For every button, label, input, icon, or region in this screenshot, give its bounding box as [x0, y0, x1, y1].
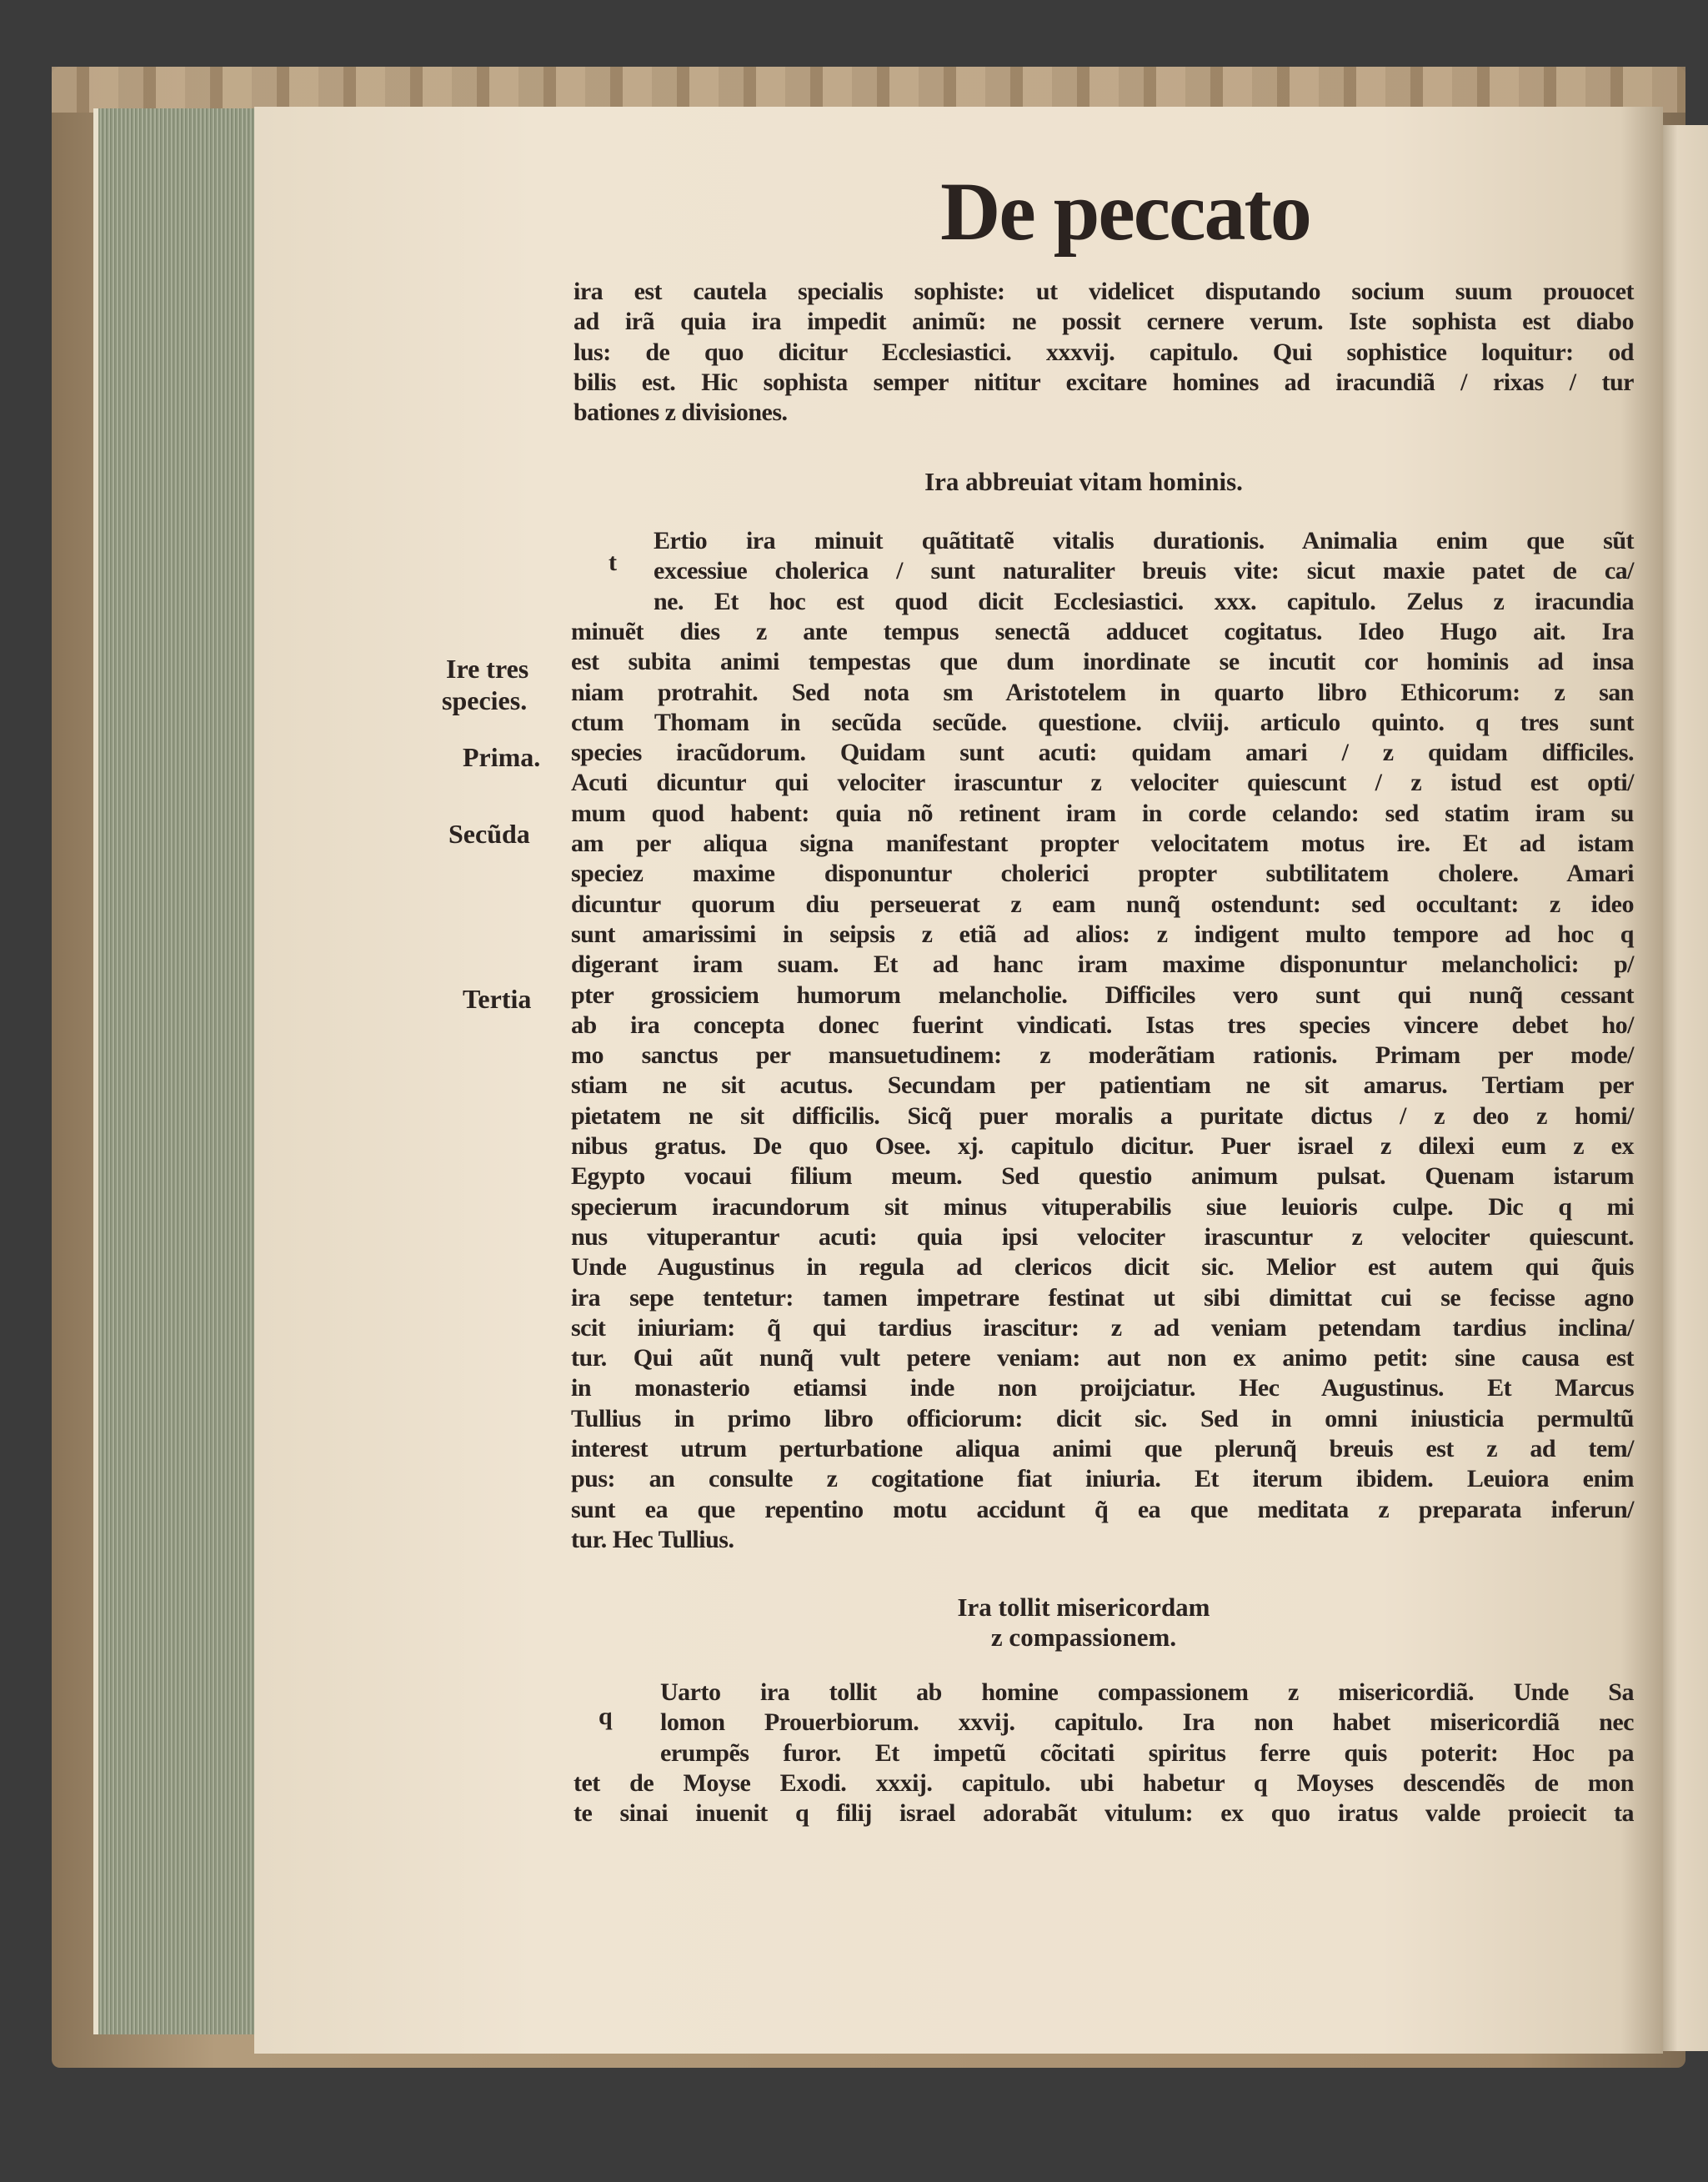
page-fore-edge	[93, 108, 265, 2034]
text-line: ira est cautela specialis sophiste: ut videlicet disputando socium suum prouocet	[574, 278, 1634, 305]
guide-letter: t	[609, 549, 617, 576]
text-line: erumpẽs furor. Et impetũ cõcitati spiritus ferre quis poterit: Hoc pa	[660, 1738, 1634, 1767]
margin-note: Ire tres	[446, 654, 529, 684]
text-line: bationes z divisiones.	[574, 399, 788, 427]
text-line: sunt ea que repentino motu accidunt q̃ ea que meditata z preparata inferun/	[571, 1495, 1634, 1523]
text-line: nus vituperantur acuti: quia ipsi velociter irascuntur z velociter quiescunt.	[571, 1222, 1634, 1251]
text-line: tur. Qui aũt nunq̃ vult petere veniam: aut non ex animo petit: sine causa est	[571, 1344, 1634, 1372]
text-line: pter grossiciem humorum melancholie. Difficiles vero sunt qui nunq̃ cessant	[571, 981, 1634, 1009]
margin-note: species.	[442, 685, 528, 715]
text-line: sunt amarissimi in seipsis z etiã ad alios: z indigent multo tempore ad hoc q	[571, 920, 1634, 948]
text-line: excessiue cholerica / sunt naturaliter breuis vite: sicut maxie patet de ca/	[654, 557, 1634, 585]
facing-page-edge	[1657, 125, 1708, 2051]
text-line: Uarto ira tollit ab homine compassionem z misericordiã. Unde Sa	[660, 1678, 1634, 1706]
text-line: digerant iram suam. Et ad hanc iram maxime disponuntur melancholici: p/	[571, 951, 1634, 979]
text-line: nibus gratus. De quo Osee. xj. capitulo dicitur. Puer israel z dilexi eum z ex	[571, 1132, 1634, 1160]
margin-note: Tertia	[463, 984, 532, 1014]
section-heading: Ira abbreuiat vitam hominis.	[924, 467, 1243, 496]
text-line: Ertio ira minuit quãtitatẽ vitalis durationis. Animalia enim que sũt	[654, 527, 1634, 554]
text-line: Acuti dicuntur qui velociter irascuntur z velociter quiescunt / z istud est opti/	[571, 769, 1634, 797]
margin-note: Prima.	[463, 742, 541, 772]
text-line: bilis est. Hic sophista semper nititur excitare homines ad iracundiã / rixas / tur	[574, 368, 1634, 396]
text-line: Tullius in primo libro officiorum: dicit sic. Sed in omni iniusticia permultũ	[571, 1404, 1634, 1432]
text-line: in monasterio etiamsi inde non proijciatur. Hec Augustinus. Et Marcus	[571, 1374, 1634, 1402]
section-heading-continued: z compassionem.	[990, 1623, 1177, 1652]
text-line: species iracũdorum. Quidam sunt acuti: quidam amari / z quidam difficiles.	[571, 739, 1634, 767]
text-line: pus: an consulte z cogitatione fiat iniuria. Et iterum ibidem. Leuiora enim	[571, 1465, 1634, 1493]
text-line: stiam ne sit acutus. Secundam per patientiam ne sit amarus. Tertiam per	[571, 1071, 1634, 1100]
text-line: te sinai inuenit q filij israel adorabãt vitulum: ex quo iratus valde proiecit ta	[574, 1799, 1634, 1828]
text-line: pietatem ne sit difficilis. Sicq̃ puer moralis a puritate dictus / z deo z homi/	[571, 1101, 1634, 1130]
text-line: specierum iracundorum sit minus vituperabilis siue leuioris culpe. Dic q mi	[571, 1192, 1634, 1221]
text-line: ctum Thomam in secũda secũde. questione. clviij. articulo quinto. q tres sunt	[571, 708, 1634, 736]
text-line: tet de Moyse Exodi. xxxij. capitulo. ubi habetur q Moyses descendẽs de mon	[574, 1768, 1634, 1797]
text-line: minuẽt dies z ante tempus senectã adducet cogitatus. Ideo Hugo ait. Ira	[571, 617, 1634, 645]
text-line: ab ira concepta donec fuerint vindicati. Istas tres species vincere debet ho/	[571, 1011, 1634, 1039]
text-line: est subita animi tempestas que dum inordinate se incutit cor hominis ad insa	[571, 648, 1634, 676]
running-title: De peccato	[940, 165, 1310, 258]
text-line: scit iniuriam: q̃ qui tardius irascitur: z ad veniam petendam tardius inclina/	[571, 1313, 1634, 1342]
text-line: lus: de quo dicitur Ecclesiastici. xxxvij. capitulo. Qui sophistice loquitur: od	[574, 338, 1634, 366]
text-line: Unde Augustinus in regula ad clericos dicit sic. Melior est autem qui q̃uis	[571, 1253, 1634, 1282]
text-line: interest utrum perturbatione aliqua animi que plerunq̃ breuis est z ad tem/	[571, 1435, 1634, 1462]
text-line: mo sanctus per mansuetudinem: z moderãtiam rationis. Primam per mode/	[571, 1041, 1634, 1070]
text-line: ne. Et hoc est quod dicit Ecclesiastici. xxx. capitulo. Zelus z iracundia	[654, 587, 1634, 615]
text-line: speciez maxime disponuntur cholerici propter subtilitatem cholere. Amari	[571, 860, 1634, 888]
guide-letter: q	[599, 1703, 613, 1730]
text-line: dicuntur quorum diu perseuerat z eam nunq̃ ostendunt: sed occultant: z ideo	[571, 890, 1634, 918]
text-line: mum quod habent: quia nõ retinent iram in corde celando: sed statim iram su	[571, 799, 1634, 827]
text-line: lomon Prouerbiorum. xxvij. capitulo. Ira non habet misericordiã nec	[660, 1708, 1634, 1737]
text-line: niam protrahit. Sed nota sm Aristotelem in quarto libro Ethicorum: z san	[571, 678, 1634, 706]
text-line: tur. Hec Tullius.	[571, 1525, 734, 1553]
text-line: ad irã quia ira impedit animũ: ne possit cernere verum. Iste sophista est diabo	[574, 308, 1634, 336]
text-line: am per aliqua signa manifestant propter velocitatem motus ire. Et ad istam	[571, 830, 1634, 857]
margin-note: Secũda	[448, 819, 530, 849]
book-headband	[52, 67, 1685, 113]
section-heading: Ira tollit misericordam	[957, 1593, 1210, 1622]
text-line: Egypto vocaui filium meum. Sed questio animum pulsat. Quenam istarum	[571, 1162, 1634, 1191]
text-line: ira sepe tentetur: tamen impetrare festinat ut sibi dimittat cui se fecisse agno	[571, 1283, 1634, 1312]
